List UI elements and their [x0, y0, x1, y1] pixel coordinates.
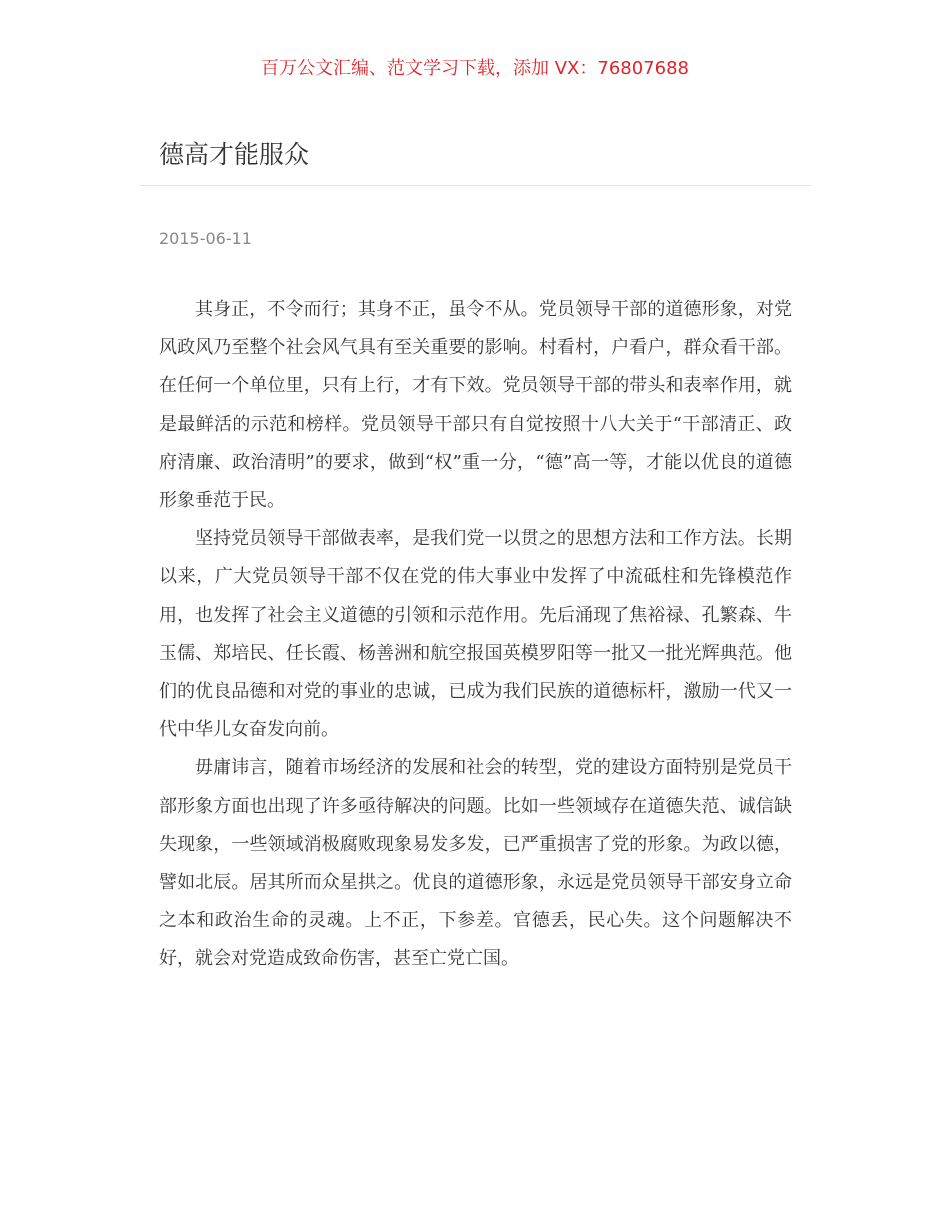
- paragraph-3: 毋庸讳言，随着市场经济的发展和社会的转型，党的建设方面特别是党员干部形象方面也出现了许多亟待解决的问题。比如一些领域存在道德失范、诚信缺失现象，一些领域消极腐败现象易发多发，已严重损害了党的形象。为政以德，譬如北辰。居其所而众星拱之。优良的道德形象，永远是党员领导干部安身立命之本和政治生命的灵魂。上不正，下参差。官德丢，民心失。这个问题解决不好，就会对党造成致命伤害，甚至亡党亡国。: [159, 757, 792, 970]
- watermark-banner: 百万公文汇编、范文学习下载，添加 VX：76807688: [261, 58, 689, 79]
- article-body: [159, 291, 792, 979]
- publish-date: 2015-06-11: [159, 229, 252, 248]
- title-divider: [140, 185, 811, 186]
- paragraph-1: 其身正，不令而行；其身不正，虽令不从。党员领导干部的道德形象，对党风政风乃至整个社会风气具有至关重要的影响。村看村，户看户，群众看干部。在任何一个单位里，只有上行，才有下效。党员领导干部的带头和表率作用，就是最鲜活的示范和榜样。党员领导干部只有自觉按照十八大关于“干部清正、政府清廉、政治清明”的要求，做到“权”重一分，“德”高一等，才能以优良的道德形象垂范于民。: [159, 299, 792, 512]
- paragraph-2: 坚持党员领导干部做表率，是我们党一以贯之的思想方法和工作方法。长期以来，广大党员领导干部不仅在党的伟大事业中发挥了中流砥柱和先锋模范作用，也发挥了社会主义道德的引领和示范作用。先后涌现了焦裕禄、孔繁森、牛玉儒、郑培民、任长霞、杨善洲和航空报国英模罗阳等一批又一批光辉典范。他们的优良品德和对党的事业的忠诚，已成为我们民族的道德标杆，激励一代又一代中华儿女奋发向前。: [159, 528, 792, 741]
- article-title: 德高才能服众: [159, 140, 310, 169]
